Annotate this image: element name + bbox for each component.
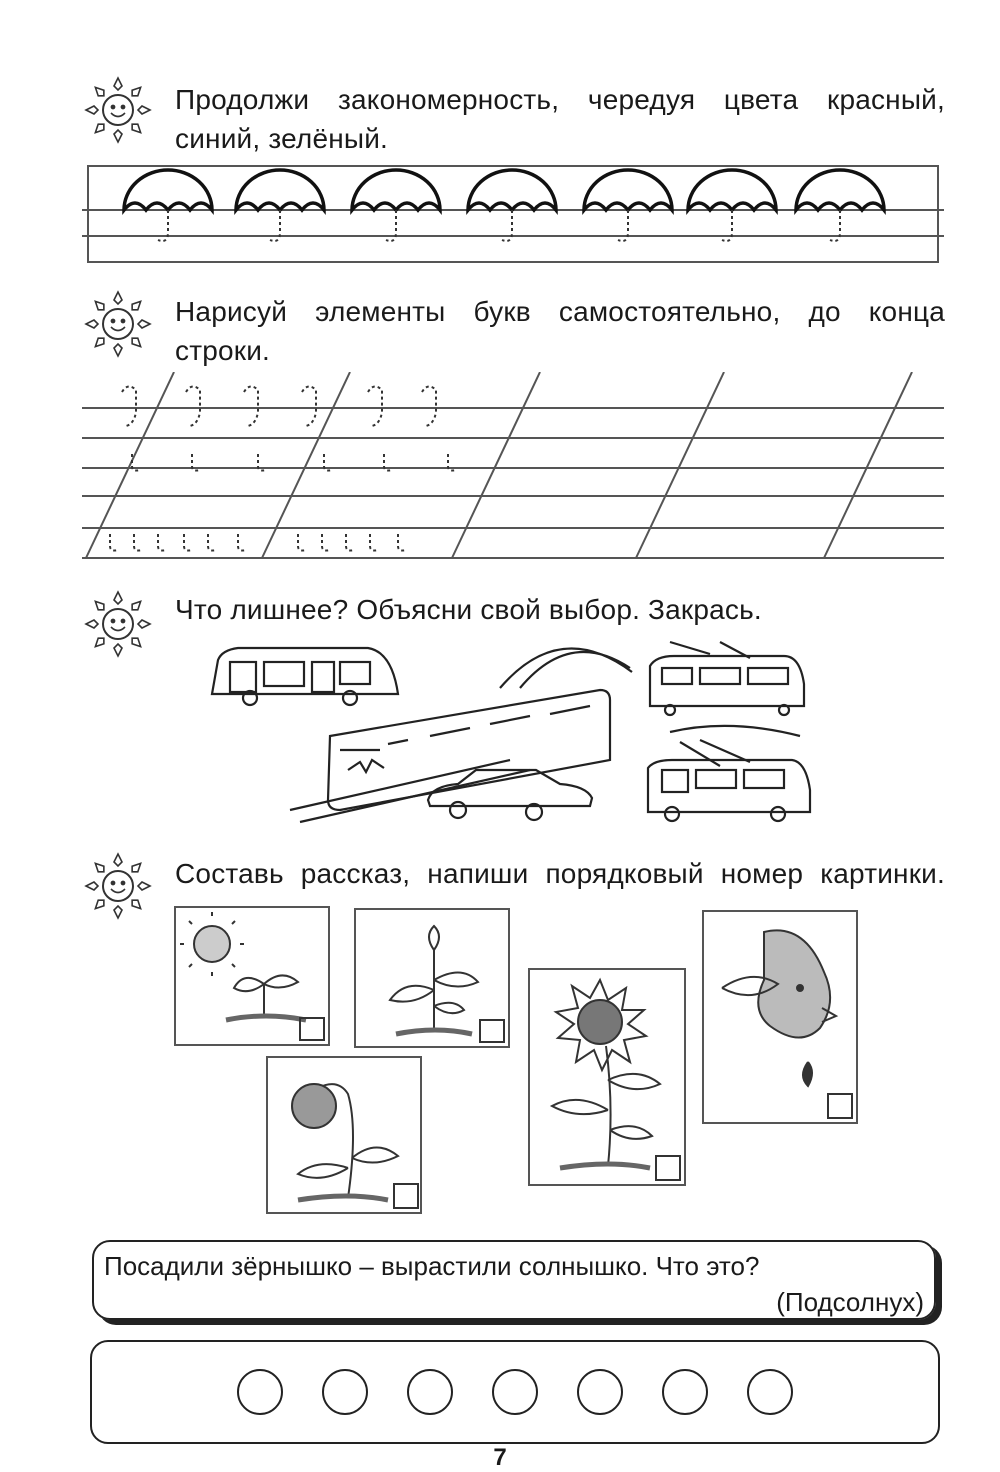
tram-icon: [650, 642, 804, 715]
umbrella-icon: [236, 170, 324, 241]
umbrella-icon: [352, 170, 440, 241]
bird-seed-picture: [702, 910, 858, 1124]
sunflower-picture: [528, 968, 686, 1186]
bus-icon: [212, 648, 398, 705]
umbrella-icon: [468, 170, 556, 241]
answer-circle[interactable]: [238, 1370, 282, 1414]
umbrella-icon: [688, 170, 776, 241]
pattern-writing-lines[interactable]: [82, 162, 944, 272]
umbrella-icon: [124, 170, 212, 241]
trolleybus-icon: [648, 726, 810, 821]
riddle-box: [92, 1240, 936, 1320]
answer-circle[interactable]: [493, 1370, 537, 1414]
task-4-text: Составь рассказ, напиши порядковый номер картинки.: [175, 858, 945, 889]
task-3-text: Что лишнее? Объясни свой выбор. Закрась.: [175, 594, 762, 625]
page-number: 7: [493, 1444, 507, 1471]
task-1-text: Продолжи закономерность, чередуя цвета красный, синий, зелёный.: [175, 84, 945, 154]
umbrella-icon: [584, 170, 672, 241]
withered-sunflower-picture: [266, 1056, 422, 1214]
sun-icon: [80, 72, 156, 148]
metro-train-icon: [290, 648, 632, 822]
riddle-question: Посадили зёрнышко – вырастили солнышко. Что это?: [104, 1251, 760, 1281]
riddle-answer: (Подсолнух): [776, 1287, 924, 1317]
bud-picture: [354, 908, 510, 1048]
answer-circle[interactable]: [408, 1370, 452, 1414]
vehicles-illustration: [200, 640, 820, 840]
seedling-picture: [174, 906, 330, 1046]
answer-box: [90, 1340, 940, 1444]
answer-circle[interactable]: [323, 1370, 367, 1414]
letter-writing-lines[interactable]: [82, 372, 944, 568]
answer-circle[interactable]: [578, 1370, 622, 1414]
answer-circle[interactable]: [663, 1370, 707, 1414]
sun-icon: [80, 586, 156, 662]
task-2-text: Нарисуй элементы букв самостоятельно, до конца строки.: [175, 296, 945, 366]
answer-circle[interactable]: [748, 1370, 792, 1414]
sun-icon: [80, 848, 156, 924]
answer-circles: [92, 1342, 938, 1442]
sun-icon: [80, 286, 156, 362]
umbrella-icon: [796, 170, 884, 241]
hook-elements: [122, 386, 436, 426]
